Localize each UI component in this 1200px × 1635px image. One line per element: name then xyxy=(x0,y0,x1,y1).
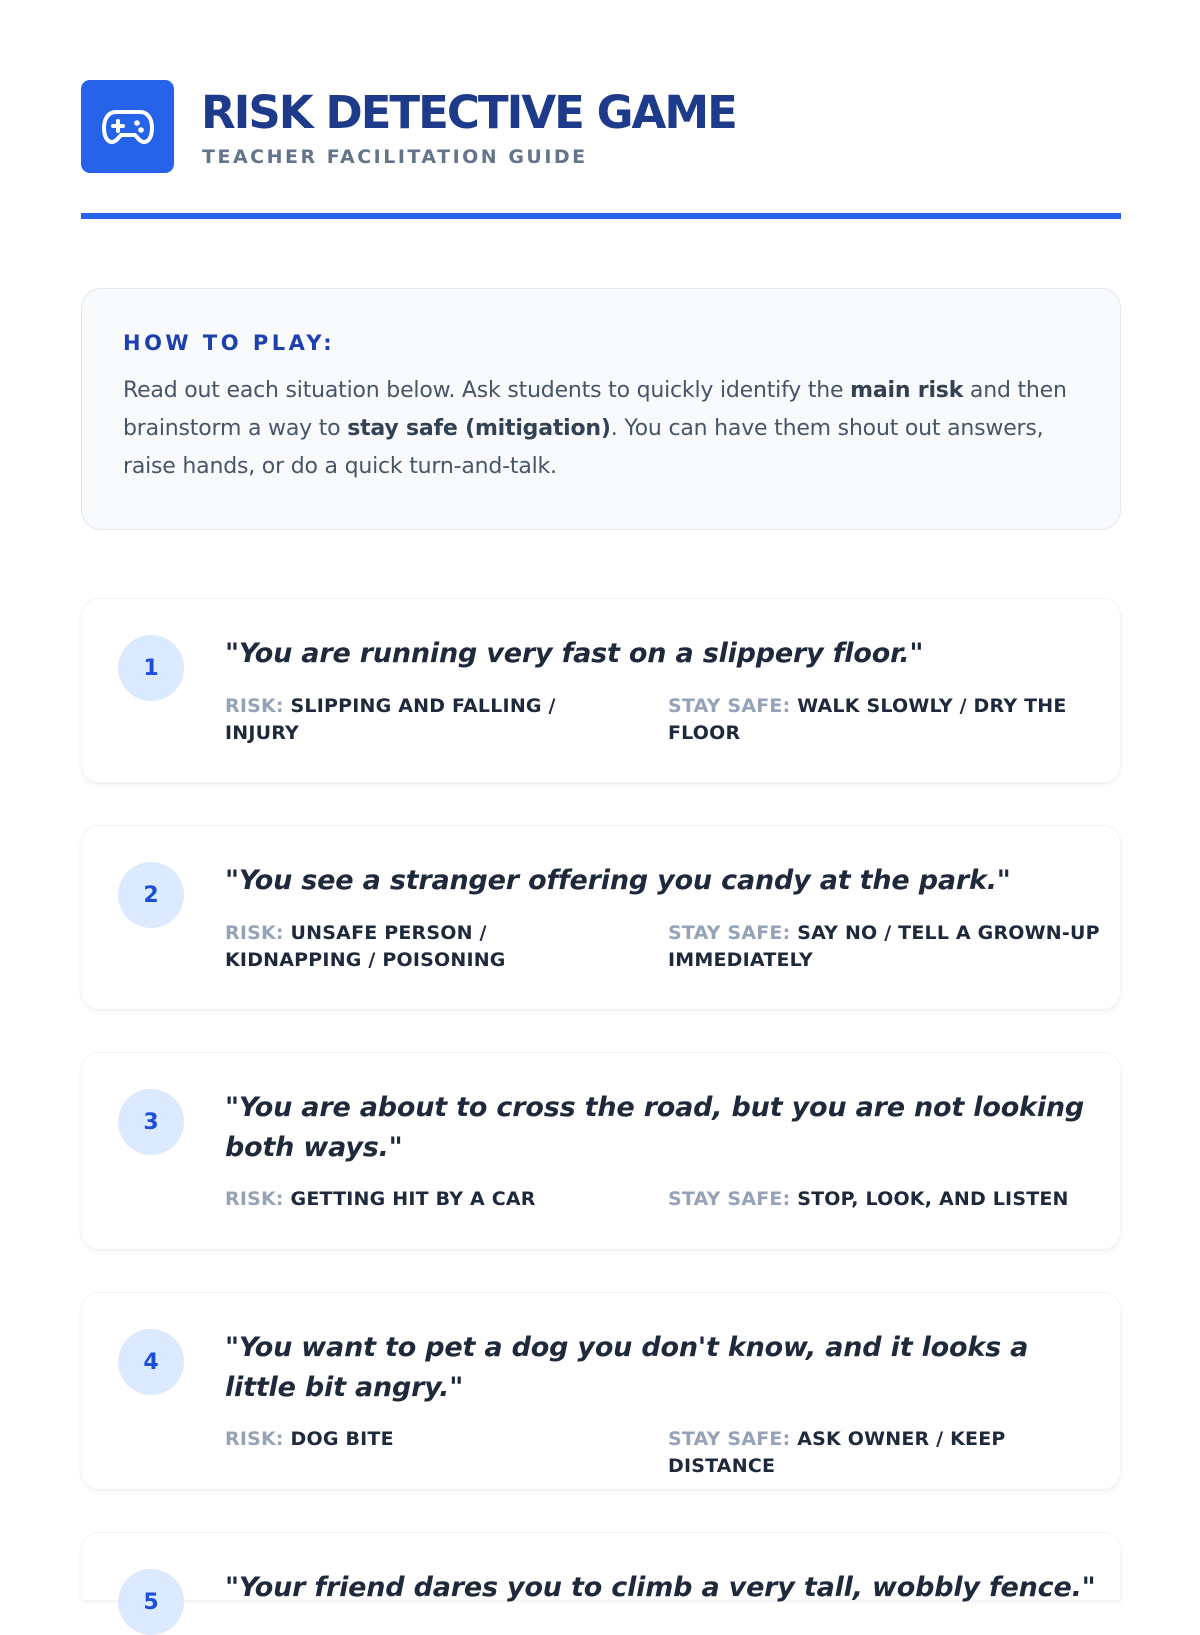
stay-safe-answer xyxy=(668,920,1105,974)
stay-safe-value: SAY NO / TELL A GROWN-UP IMMEDIATELY xyxy=(668,922,1100,971)
stay-safe-emphasis: stay safe (mitigation) xyxy=(347,416,611,441)
how-to-play-title: HOW TO PLAY: xyxy=(123,331,336,355)
risk-value: DOG BITE xyxy=(290,1428,394,1450)
stay-safe-label: STAY SAFE: xyxy=(668,1428,791,1450)
page-header xyxy=(81,80,1121,220)
risk-label: RISK: xyxy=(225,695,284,717)
stay-safe-value: ASK OWNER / KEEP DISTANCE xyxy=(668,1428,1006,1477)
scenario-quote: "You want to pet a dog you don't know, and it looks a little bit angry." xyxy=(225,1332,1029,1403)
instructions-text: . You can have them shout out answers, raise hands, or do a quick turn-and-talk. xyxy=(123,416,1044,479)
risk-value: UNSAFE PERSON / KIDNAPPING / POISONING xyxy=(225,922,506,971)
risk-label: RISK: xyxy=(225,922,284,944)
scenario-card-3 xyxy=(81,1052,1121,1250)
scenario-card-5 xyxy=(81,1532,1121,1615)
scenario-number-badge: 5 xyxy=(118,1569,184,1635)
main-risk-emphasis: main risk xyxy=(850,378,964,403)
instructions-text: and then brainstorm a way to xyxy=(123,378,1067,441)
scenario-number-badge: 4 xyxy=(118,1329,184,1395)
risk-label: RISK: xyxy=(225,1428,284,1450)
scenario-number-badge: 1 xyxy=(118,635,184,701)
risk-answer xyxy=(225,1186,668,1213)
risk-answer xyxy=(225,693,668,747)
risk-answer xyxy=(225,1426,668,1480)
stay-safe-answer xyxy=(668,693,1105,747)
page-title: RISK DETECTIVE GAME xyxy=(201,86,736,139)
scenario-card-1 xyxy=(81,598,1121,783)
scenario-card-2 xyxy=(81,825,1121,1010)
gamepad-icon xyxy=(102,107,154,147)
scenario-answers xyxy=(225,1186,1105,1213)
scenario-answers xyxy=(225,1426,1105,1480)
scenario-card-4 xyxy=(81,1292,1121,1490)
instructions-text: Read out each situation below. Ask students to quickly identify the xyxy=(123,378,851,403)
game-logo xyxy=(81,80,174,173)
page-subtitle: TEACHER FACILITATION GUIDE xyxy=(202,146,588,168)
scenario-quote: "You are about to cross the road, but you are not looking both ways." xyxy=(225,1092,1085,1163)
scenario-number-badge: 3 xyxy=(118,1089,184,1155)
risk-value: SLIPPING AND FALLING / INJURY xyxy=(225,695,556,744)
stay-safe-value: WALK SLOWLY / DRY THE FLOOR xyxy=(668,695,1067,744)
stay-safe-answer xyxy=(668,1426,1105,1480)
scenario-quote: "Your friend dares you to climb a very tall, wobbly fence." xyxy=(225,1572,1096,1603)
scenario-answers xyxy=(225,693,1105,747)
scenario-answers xyxy=(225,920,1105,974)
scenario-number-badge: 2 xyxy=(118,862,184,928)
risk-value: GETTING HIT BY A CAR xyxy=(290,1188,536,1210)
scenario-quote: "You are running very fast on a slippery floor." xyxy=(225,638,924,669)
risk-answer xyxy=(225,920,668,974)
how-to-play-panel xyxy=(81,288,1121,530)
stay-safe-answer xyxy=(668,1186,1105,1213)
stay-safe-label: STAY SAFE: xyxy=(668,922,791,944)
stay-safe-value: STOP, LOOK, AND LISTEN xyxy=(797,1188,1069,1210)
how-to-play-instructions xyxy=(123,372,1080,486)
header-divider xyxy=(81,213,1121,219)
scenario-quote: "You see a stranger offering you candy at the park." xyxy=(225,865,1011,896)
stay-safe-label: STAY SAFE: xyxy=(668,1188,791,1210)
risk-label: RISK: xyxy=(225,1188,284,1210)
stay-safe-label: STAY SAFE: xyxy=(668,695,791,717)
